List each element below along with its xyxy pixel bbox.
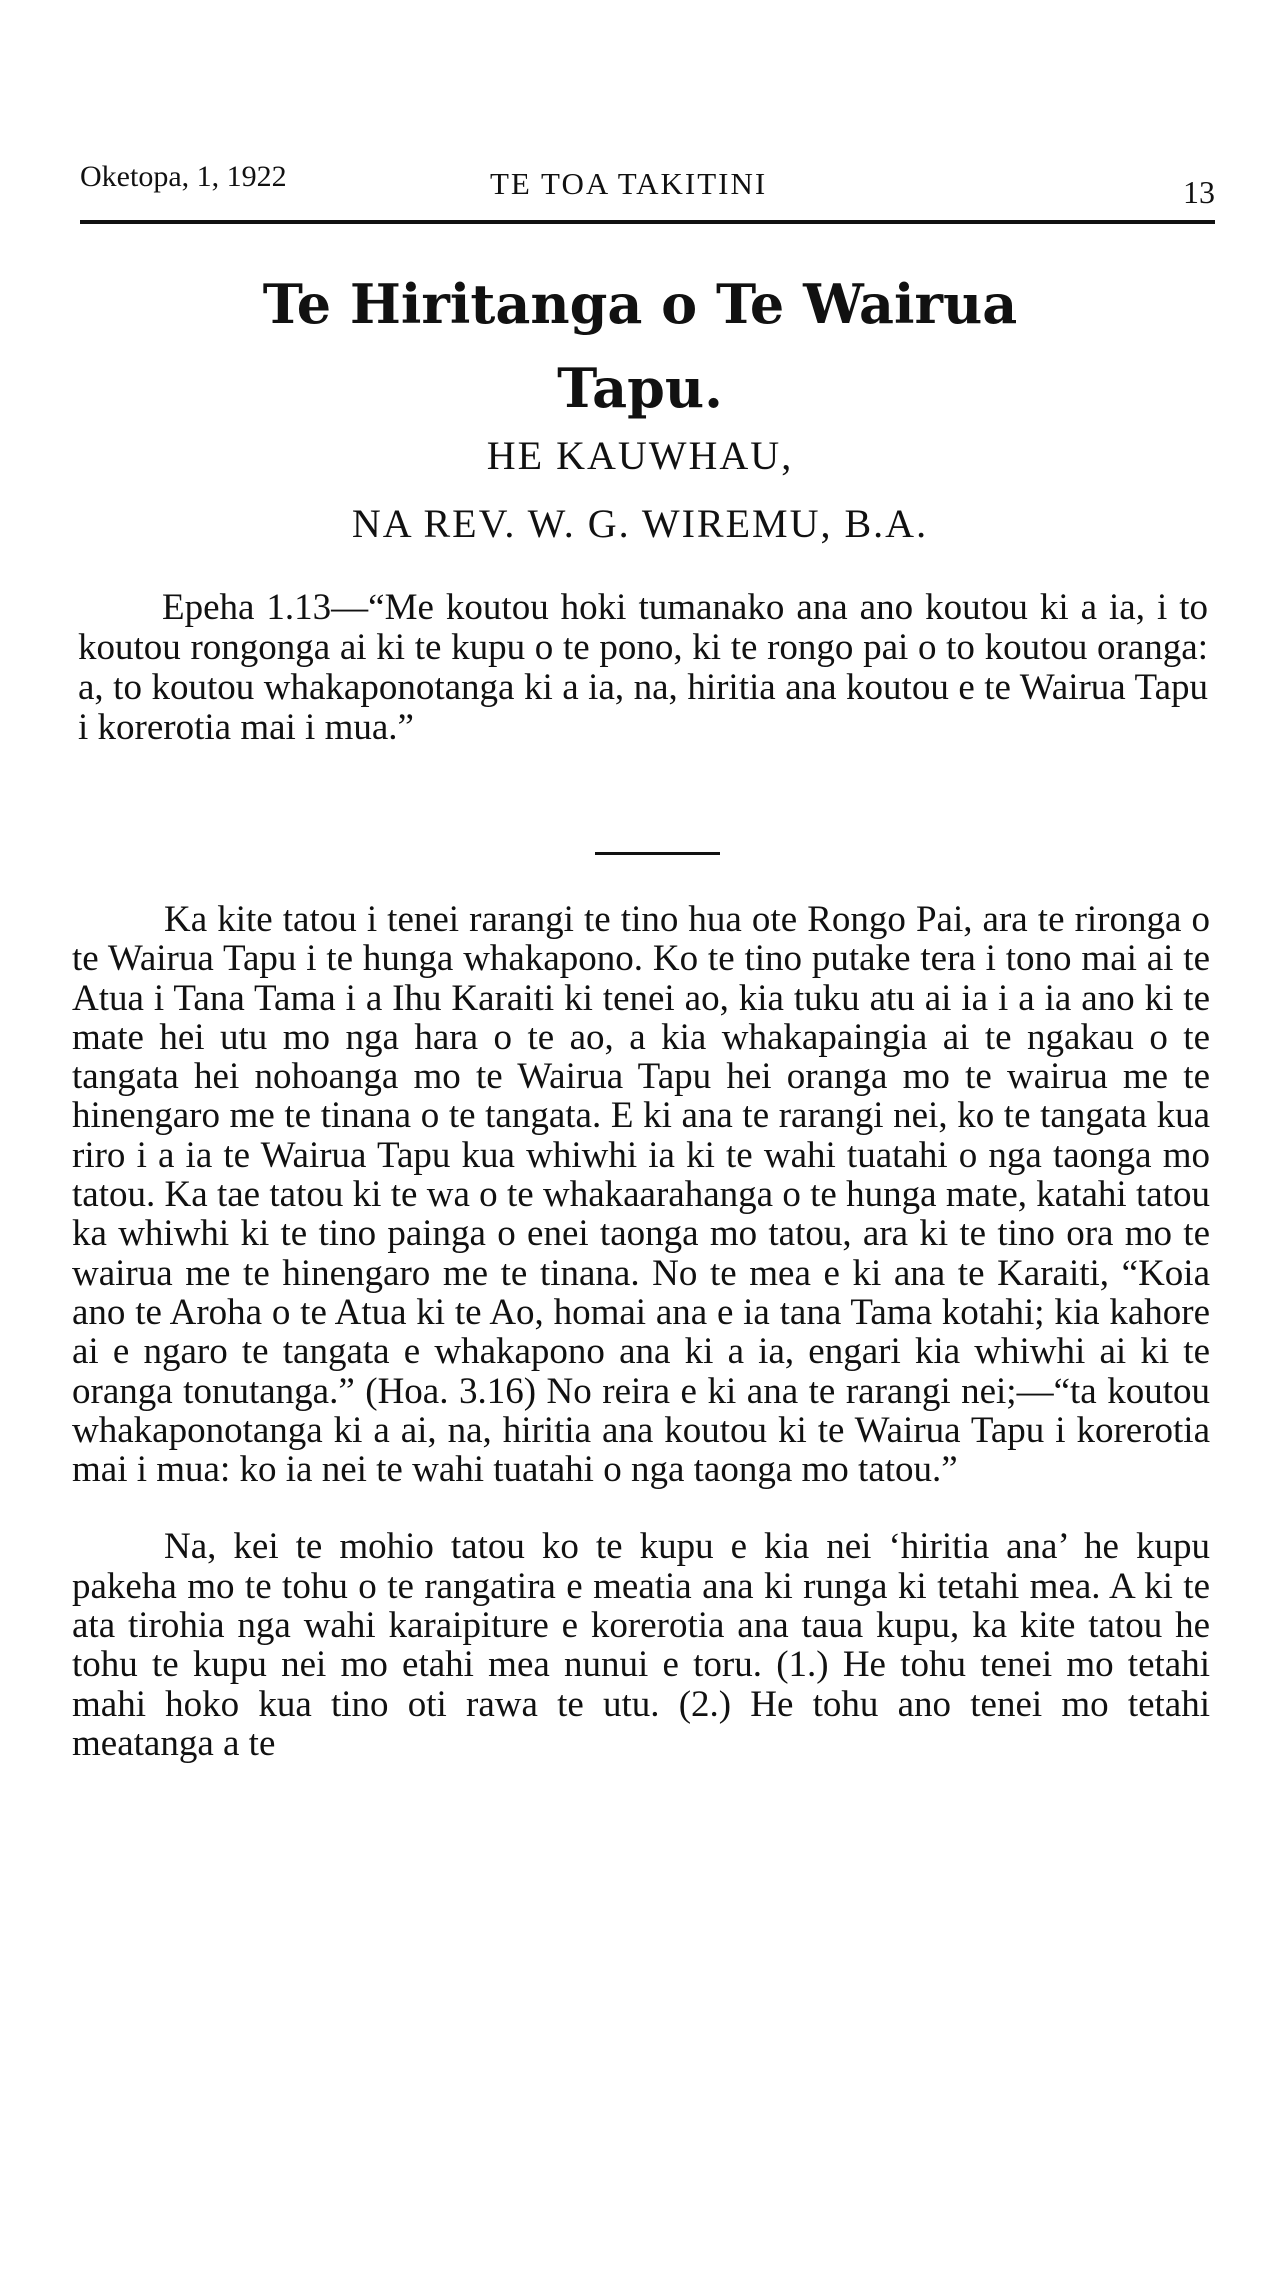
article-body (72, 900, 1210, 1763)
article-title-line-1: Te Hiritanga o Te Wairua (262, 272, 1018, 336)
body-paragraph: Ka kite tatou i tenei rarangi te tino hua ote Rongo Pai, ara te rironga o te Wairua Tapu i te hunga whakapono. Ko te tino putake tera i tono mai ai te Atua i Tana Tama i a Ihu Karaiti ki tenei ao, kia tuku atu ai ia i a ia ano ki te mate hei utu mo nga hara o te ao, a kia whakapaingia ai te ngakau o te tangata hei nohoanga mo te Wairua Tapu hei oranga mo te wairua me te hinengaro me te tinana o te tangata. E ki ana te rarangi nei, ko te tangata kua riro i a ia te Wairua Tapu kua whiwhi ia ki te wahi tuatahi o nga taonga mo tatou. Ka tae tatou ki te wa o te whakaarahanga o te hunga mate, katahi tatou ka whiwhi ki te tino painga o enei taonga mo tatou, ara ki te tino ora mo te wairua me te hinengaro me te tinana. No te mea e ki ana te Karaiti, “Koia ano te Aroha o te Atua ki te Ao, homai ana e ia tana Tama kotahi; kia kahore ai e ngaro te tangata e whakapono ana ki a ia, engari kia whiwhi ai ki te oranga tonutanga.” (Hoa. 3.16) No reira e ki ana te rarangi nei;—“ta koutou whakaponotanga ki a ai, na, hiritia ana koutou ki te Wairua Tapu i korerotia mai i mua: ko ia nei te wahi tuatahi o nga taonga mo tatou.” (72, 899, 1210, 1491)
section-divider (595, 852, 720, 855)
article-title-line-2: Tapu. (557, 356, 723, 420)
epigraph-text: Epeha 1.13—“Me koutou hoki tumanako ana ano koutou ki a ia, i to koutou rongonga ai ki te kupu o te pono, ki te rongo pai o to koutou oranga: a, to koutou whakaponotanga ki a ia, na, hiritia ana koutou e te Wairua Tapu i korerotia mai i mua.” (78, 587, 1208, 748)
page-number: 13 (1183, 174, 1215, 210)
scripture-epigraph (78, 588, 1208, 748)
body-paragraph: Na, kei te mohio tatou ko te kupu e kia nei ‘hiritia ana’ he kupu pakeha mo te tohu o te rangatira e meatia ana ki runga ki tetahi mea. A ki te ata tirohia nga wahi karaipiture e korerotia ana taua kupu, ka kite tatou he tohu te kupu nei mo etahi mea nunui e toru. (1.) He tohu tenei mo tetahi mahi hoko kua tino oti rawa te utu. (2.) He tohu ano tenei mo tetahi meatanga a te (72, 1526, 1210, 1764)
issue-date: Oketopa, 1, 1922 (80, 160, 287, 193)
running-header (80, 160, 1215, 224)
sermon-label: HE KAUWHAU, (486, 433, 794, 478)
article-title (0, 262, 1280, 430)
publication-title: TE TOA TAKITINI (490, 166, 768, 201)
author-byline: NA REV. W. G. WIREMU, B.A. (351, 501, 929, 546)
